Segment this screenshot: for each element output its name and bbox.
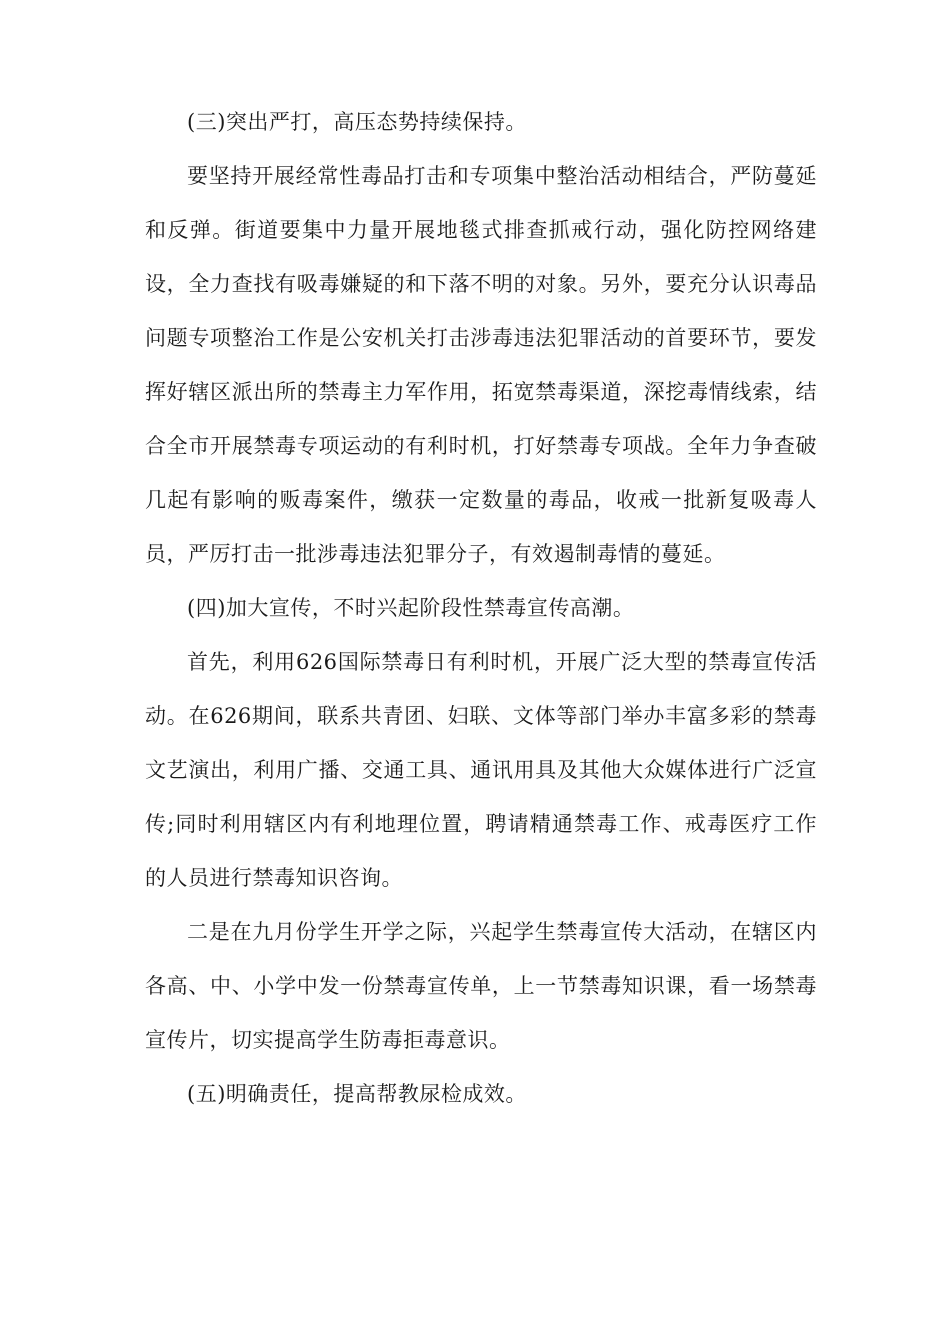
section-heading-4: (四)加大宣传，不时兴起阶段性禁毒宣传高潮。 [187, 596, 635, 620]
section-heading-3: (三)突出严打，高压态势持续保持。 [187, 110, 527, 134]
paragraph-crackdown: 要坚持开展经常性毒品打击和专项集中整治活动相结合，严防蔓延和反弹。街道要集中力量开展地毯式排查抓戒行动，强化防控网络建设，全力查找有吸毒嫌疑的和下落不明的对象。另外，要充分认识毒品问题专项整治工作是公安机关打击涉毒违法犯罪活动的首要环节，要发挥好辖区派出所的禁毒主力军作用，拓宽禁毒渠道，深挖毒情线索，结合全市开展禁毒专项运动的有利时机，打好禁毒专项战。全年力争查破几起有影响的贩毒案件，缴获一定数量的毒品，收戒一批新复吸毒人员，严厉打击一批涉毒违法犯罪分子，有效遏制毒情的蔓延。 [145, 164, 817, 566]
paragraph-publicity-626: 首先，利用626国际禁毒日有利时机，开展广泛大型的禁毒宣传活动。在626期间，联系共青团、妇联、文体等部门举办丰富多彩的禁毒文艺演出，利用广播、交通工具、通讯用具及其他大众媒体进行广泛宣传;同时利用辖区内有利地理位置，聘请精通禁毒工作、戒毒医疗工作的人员进行禁毒知识咨询。 [145, 650, 817, 890]
section-heading-5: (五)明确责任，提高帮教尿检成效。 [187, 1082, 527, 1106]
paragraph-student-campaign: 二是在九月份学生开学之际，兴起学生禁毒宣传大活动，在辖区内各高、中、小学中发一份禁毒宣传单，上一节禁毒知识课，看一场禁毒宣传片，切实提高学生防毒拒毒意识。 [145, 920, 817, 1052]
document-body [145, 95, 817, 1121]
